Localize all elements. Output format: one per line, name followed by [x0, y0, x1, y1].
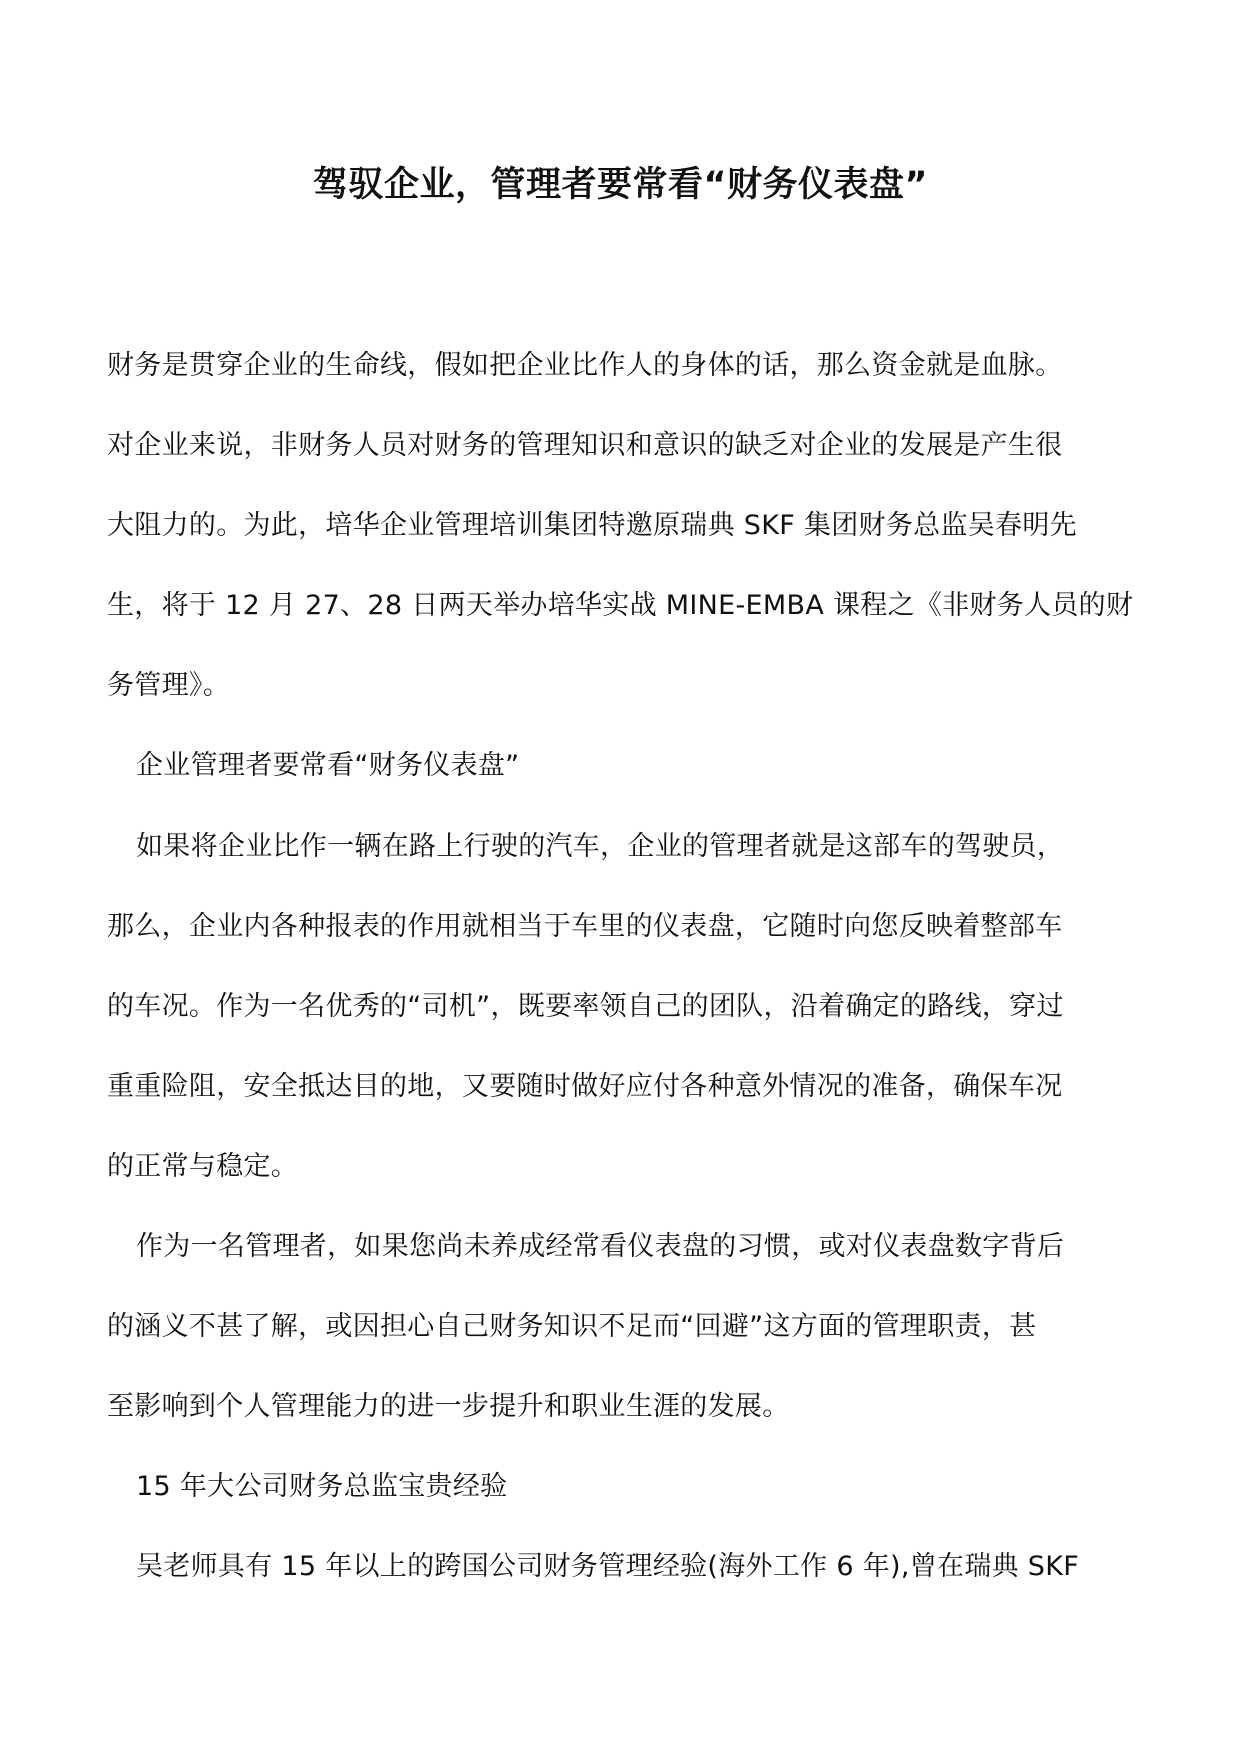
paragraph-line: 作为一名管理者，如果您尚未养成经常看仪表盘的习惯，或对仪表盘数字背后 — [136, 1231, 1065, 1262]
paragraph-line: 务管理》。 — [107, 670, 230, 701]
paragraph-line: 财务是贯穿企业的生命线，假如把企业比作人的身体的话，那么资金就是血脉。 — [107, 350, 1063, 381]
paragraph-line: 的涵义不甚了解，或因担心自己财务知识不足而“回避”这方面的管理职责，甚 — [107, 1311, 1037, 1342]
paragraph-line: 吴老师具有 15 年以上的跨国公司财务管理经验(海外工作 6 年),曾在瑞典 SKF — [136, 1551, 1080, 1582]
paragraph-line: 的车况。作为一名优秀的“司机”，既要率领自己的团队，沿着确定的路线，穿过 — [107, 991, 1064, 1022]
section-heading: 15 年大公司财务总监宝贵经验 — [136, 1471, 508, 1502]
paragraph-line: 重重险阻，安全抵达目的地，又要随时做好应付各种意外情况的准备，确保车况 — [107, 1071, 1063, 1102]
paragraph-line: 如果将企业比作一辆在路上行驶的汽车，企业的管理者就是这部车的驾驶员， — [136, 831, 1065, 862]
paragraph-line: 对企业来说，非财务人员对财务的管理知识和意识的缺乏对企业的发展是产生很 — [107, 430, 1063, 461]
document-title: 驾驭企业，管理者要常看“财务仪表盘” — [312, 165, 928, 205]
paragraph-line: 的正常与稳定。 — [107, 1151, 299, 1182]
paragraph-line: 那么，企业内各种报表的作用就相当于车里的仪表盘，它随时向您反映着整部车 — [107, 911, 1063, 942]
paragraph-line: 至影响到个人管理能力的进一步提升和职业生涯的发展。 — [107, 1391, 790, 1422]
paragraph-line: 大阻力的。为此，培华企业管理培训集团特邀原瑞典 SKF 集团财务总监吴春明先 — [107, 510, 1077, 541]
section-heading: 企业管理者要常看“财务仪表盘” — [136, 750, 520, 781]
paragraph-line: 生，将于 12 月 27、28 日两天举办培华实战 MINE-EMBA 课程之《非财务人员的财 — [107, 590, 1134, 621]
